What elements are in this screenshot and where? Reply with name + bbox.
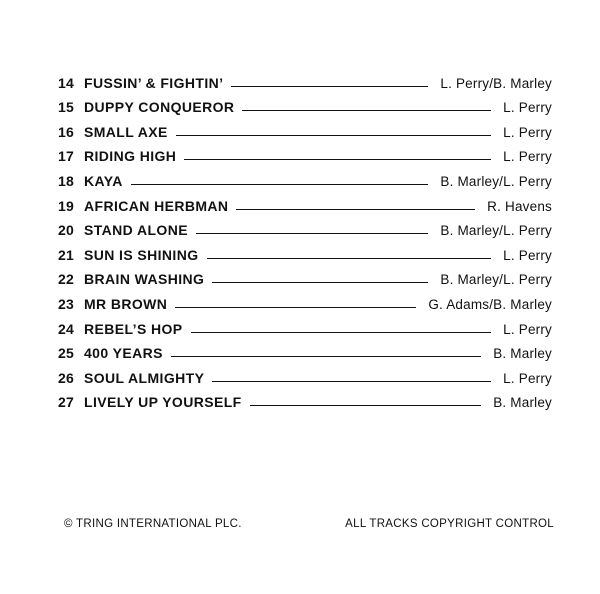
track-number: 23 bbox=[58, 295, 74, 312]
track-credit: B. Marley/L. Perry bbox=[440, 223, 552, 239]
track-title: KAYA bbox=[84, 172, 123, 189]
leader-line bbox=[191, 332, 492, 333]
track-credit: L. Perry bbox=[503, 124, 552, 140]
track-credit: B. Marley/L. Perry bbox=[440, 173, 552, 189]
track-row bbox=[58, 189, 552, 214]
track-row bbox=[58, 66, 552, 91]
track-title: DUPPY CONQUEROR bbox=[84, 99, 235, 116]
track-row bbox=[58, 238, 552, 263]
track-row bbox=[58, 386, 552, 411]
track-title: BRAIN WASHING bbox=[84, 271, 205, 288]
track-row bbox=[58, 214, 552, 239]
track-title: SMALL AXE bbox=[84, 123, 168, 140]
leader-line bbox=[184, 159, 491, 160]
copyright-notice: © TRING INTERNATIONAL PLC. bbox=[64, 518, 242, 530]
track-title: RIDING HIGH bbox=[84, 148, 177, 165]
track-title: AFRICAN HERBMAN bbox=[84, 197, 229, 214]
track-number: 27 bbox=[58, 394, 74, 411]
leader-line bbox=[212, 282, 428, 283]
leader-line bbox=[171, 356, 481, 357]
leader-line bbox=[242, 110, 491, 111]
track-credit: L. Perry bbox=[503, 370, 552, 386]
track-number: 20 bbox=[58, 222, 74, 239]
track-credit: L. Perry/B. Marley bbox=[440, 75, 552, 91]
track-row bbox=[58, 337, 552, 362]
track-row bbox=[58, 140, 552, 165]
track-title: FUSSIN’ & FIGHTIN’ bbox=[84, 74, 224, 91]
track-number: 26 bbox=[58, 369, 74, 386]
track-row bbox=[58, 312, 552, 337]
leader-line bbox=[175, 307, 416, 308]
track-row bbox=[58, 115, 552, 140]
track-credit: L. Perry bbox=[503, 149, 552, 165]
track-credit: B. Marley bbox=[493, 346, 552, 362]
leader-line bbox=[231, 86, 428, 87]
leader-line bbox=[131, 184, 429, 185]
track-title: 400 YEARS bbox=[84, 345, 163, 362]
track-credit: B. Marley bbox=[493, 395, 552, 411]
track-number: 19 bbox=[58, 197, 74, 214]
track-number: 24 bbox=[58, 320, 74, 337]
track-list bbox=[58, 66, 552, 410]
track-number: 14 bbox=[58, 74, 74, 91]
rights-notice: ALL TRACKS COPYRIGHT CONTROL bbox=[345, 518, 554, 530]
track-number: 22 bbox=[58, 271, 74, 288]
track-credit: B. Marley/L. Perry bbox=[440, 272, 552, 288]
track-title: STAND ALONE bbox=[84, 222, 188, 239]
track-title: SUN IS SHINING bbox=[84, 246, 199, 263]
track-number: 25 bbox=[58, 345, 74, 362]
leader-line bbox=[207, 258, 492, 259]
track-row bbox=[58, 91, 552, 116]
leader-line bbox=[236, 209, 475, 210]
track-title: LIVELY UP YOURSELF bbox=[84, 394, 242, 411]
leader-line bbox=[250, 405, 482, 406]
track-number: 16 bbox=[58, 123, 74, 140]
track-row bbox=[58, 287, 552, 312]
track-number: 15 bbox=[58, 99, 74, 116]
track-number: 18 bbox=[58, 172, 74, 189]
track-credit: L. Perry bbox=[503, 321, 552, 337]
track-credit: R. Havens bbox=[487, 198, 552, 214]
track-number: 21 bbox=[58, 246, 74, 263]
track-row bbox=[58, 361, 552, 386]
track-title: SOUL ALMIGHTY bbox=[84, 369, 205, 386]
track-title: MR BROWN bbox=[84, 295, 168, 312]
leader-line bbox=[212, 381, 491, 382]
leader-line bbox=[176, 135, 491, 136]
track-credit: L. Perry bbox=[503, 100, 552, 116]
track-credit: G. Adams/B. Marley bbox=[428, 296, 552, 312]
track-number: 17 bbox=[58, 148, 74, 165]
track-row bbox=[58, 164, 552, 189]
track-row bbox=[58, 263, 552, 288]
track-title: REBEL’S HOP bbox=[84, 320, 183, 337]
track-credit: L. Perry bbox=[503, 247, 552, 263]
leader-line bbox=[196, 233, 428, 234]
